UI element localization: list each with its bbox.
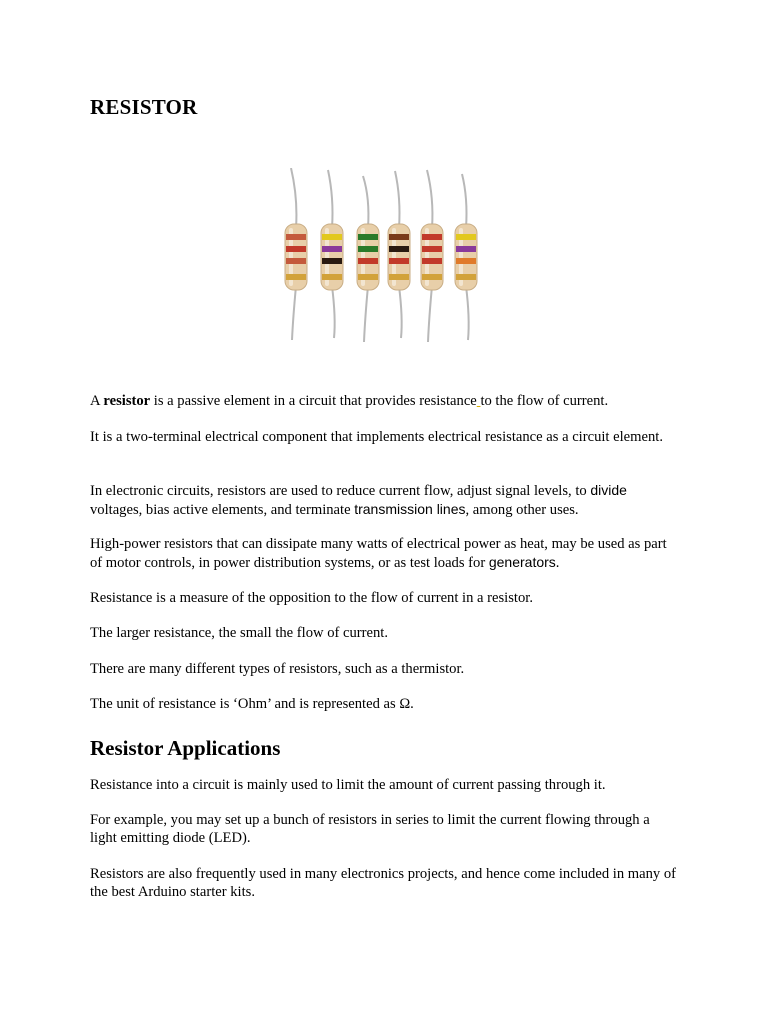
color-band [322,274,342,280]
uses-part-2: voltages, bias active elements, and terminate [90,502,355,518]
intro-prefix: A [90,393,104,409]
paragraph-larger-resistance: The larger resistance, the small the flow of current. [90,625,388,641]
color-band [322,258,342,264]
page-title: RESISTOR [90,95,198,119]
applications-paragraph-3: Resistors are also frequently used in many electronics projects, and hence come included in many of the best Arduino starter kits. [90,866,676,900]
color-band [422,258,442,264]
high-power-part-2: . [555,555,560,571]
applications-paragraph-2: For example, you may set up a bunch of resistors in series to limit the current flowing through a light emitting diode (LED). [90,812,650,846]
color-band [456,274,476,280]
resistor-3 [357,176,379,342]
color-band [389,258,409,264]
resistor-1 [285,168,307,340]
resistors-photo-icon [282,168,482,346]
color-band [422,274,442,280]
uses-part-1: In electronic circuits, resistors are used to reduce current flow, adjust signal levels, to [90,483,591,499]
intro-bold-term: resistor [103,393,151,409]
color-band [286,246,306,252]
color-band [456,234,476,240]
color-band [358,258,378,264]
high-power-link-generators: generators [488,554,556,570]
resistor-5 [421,170,443,342]
color-band [286,274,306,280]
paragraph-types: There are many different types of resistors, such as a thermistor. [90,661,465,677]
paragraph-resistance-measure: Resistance is a measure of the opposition to the flow of current in a resistor. [90,590,533,606]
resistor-2 [321,170,343,338]
color-band [286,234,306,240]
paragraph-high-power [90,535,680,572]
color-band [389,274,409,280]
intro-paragraph [90,392,680,410]
color-band [358,274,378,280]
uses-link-divide: divide [590,482,627,498]
applications-heading: Resistor Applications [90,736,281,760]
high-power-part-1: High-power resistors that can dissipate many watts of electrical power as heat, may be used as part of motor controls, in power distribution systems, or as test loads for [90,536,667,571]
color-band [286,258,306,264]
resistor-4 [388,171,410,338]
color-band [322,234,342,240]
resistor-6 [455,174,477,340]
color-band [422,234,442,240]
color-band [389,234,409,240]
color-band [389,246,409,252]
intro-middle: is a passive element in a circuit that provides resistance [150,393,477,409]
uses-link-transmission-lines: transmission lines [354,501,466,517]
color-band [456,246,476,252]
paragraph-unit: The unit of resistance is ‘Ohm’ and is represented as Ω. [90,696,414,712]
paragraph-definition: It is a two-terminal electrical component that implements electrical resistance as a circuit element. [90,429,663,445]
color-band [358,234,378,240]
applications-paragraph-1: Resistance into a circuit is mainly used to limit the amount of current passing through it. [90,777,606,793]
color-band [456,258,476,264]
paragraph-uses [90,481,680,519]
color-band [322,246,342,252]
intro-suffix: to the flow of current. [480,393,609,409]
color-band [422,246,442,252]
color-band [358,246,378,252]
uses-part-3: , among other uses. [465,502,579,518]
